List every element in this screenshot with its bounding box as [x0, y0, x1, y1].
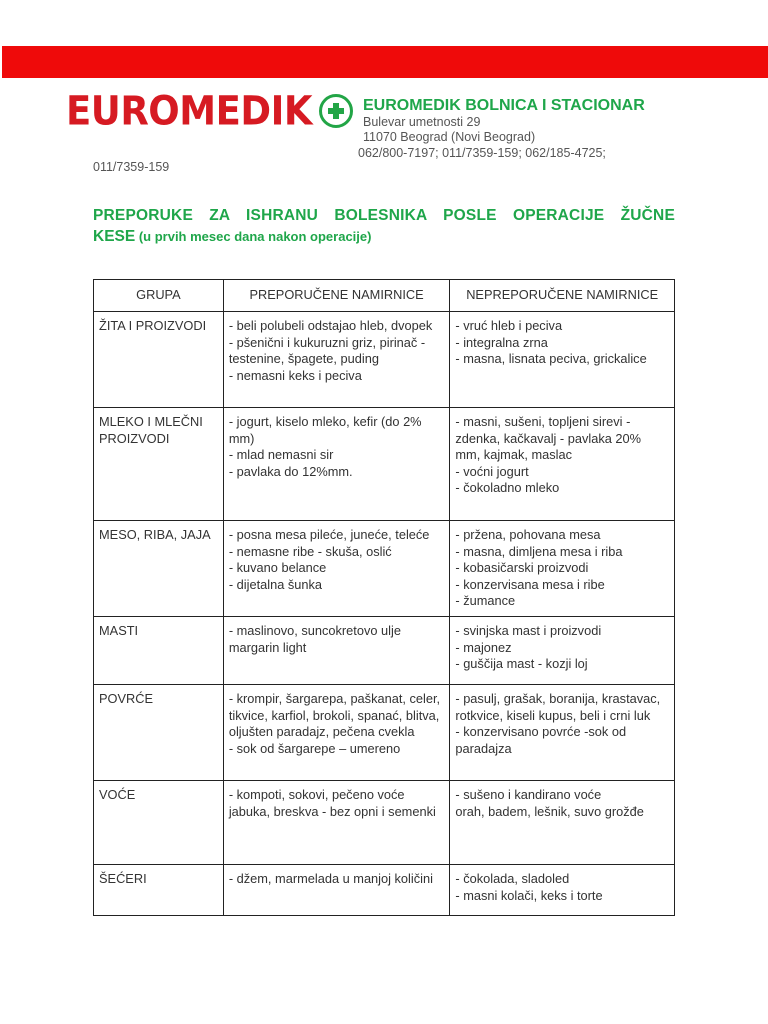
plus-icon [319, 94, 353, 128]
food-item: - konzervisana mesa i ribe [455, 576, 605, 592]
food-item: - džem, marmelada u manjoj količini [228, 871, 433, 886]
food-group-cell: VOĆE [94, 781, 224, 865]
food-item: - dijetalna šunka [228, 576, 323, 592]
table-row [94, 521, 675, 617]
food-group-cell: POVRĆE [94, 685, 224, 781]
table-row [94, 408, 675, 521]
table-body [94, 312, 675, 916]
food-item: - kobasičarski proizvodi [455, 560, 589, 575]
column-header-recommended: PREPORUČENE NAMIRNICE [223, 280, 450, 312]
food-item: - kuvano belance [228, 560, 327, 575]
food-item: - integralna zrna [455, 334, 548, 350]
food-item: - čokoladno mleko [455, 480, 560, 495]
address-city: 11070 Beograd (Novi Beograd) [363, 130, 536, 144]
logo-text: EUROMEDIK [66, 88, 313, 135]
table-row [94, 781, 675, 865]
table-row [94, 617, 675, 685]
food-item: - jogurt, kiselo mleko, kefir (do 2% mm) [228, 414, 422, 446]
food-item: - masna, dimljena mesa i riba [455, 543, 623, 559]
title-kese: KESE [93, 228, 136, 245]
food-item: - masna, lisnata peciva, grickalice [455, 351, 647, 366]
food-group-cell: ŠEĆERI [94, 865, 224, 916]
food-item: - čokolada, sladoled [455, 871, 570, 886]
food-item: - voćni jogurt [455, 463, 529, 479]
food-item: - nemasni keks i peciva [228, 367, 362, 383]
recommended-foods-cell [223, 781, 450, 865]
food-item: - masni kolači, keks i torte [455, 887, 603, 903]
org-name: EUROMEDIK BOLNICA I STACIONAR [363, 97, 645, 114]
food-group-cell: MLEKO I MLEČNI PROIZVODI [94, 408, 224, 521]
food-item: - posna mesa pileće, juneće, teleće [228, 527, 430, 542]
table-row [94, 312, 675, 408]
phone-numbers-continued: 011/7359-159 [93, 160, 170, 174]
recommended-foods-cell [223, 521, 450, 617]
recommended-foods-cell [223, 685, 450, 781]
not-recommended-foods-cell [450, 617, 675, 685]
food-item: - pšenični i kukuruzni griz, pirinač - testenine, špagete, puding [228, 334, 426, 366]
not-recommended-foods-cell [450, 781, 675, 865]
document-title-continued [93, 228, 371, 246]
food-item: - majonez [455, 639, 512, 655]
food-item: - žumance [455, 593, 516, 608]
food-group-cell: MESO, RIBA, JAJA [94, 521, 224, 617]
food-group-cell: MASTI [94, 617, 224, 685]
column-header-group: GRUPA [94, 280, 224, 312]
food-item: - guščija mast - kozji loj [455, 656, 588, 671]
table-row [94, 865, 675, 916]
column-header-not-recommended: NEPREPORUČENE NAMIRNICE [450, 280, 675, 312]
table-header-row [94, 280, 675, 312]
food-item: - kompoti, sokovi, pečeno voće jabuka, breskva - bez opni i semenki [228, 787, 436, 819]
address-street: Bulevar umetnosti 29 [363, 115, 481, 129]
diet-table [93, 279, 675, 916]
food-item: - masni, sušeni, topljeni sirevi - zdenka, kačkavalj - pavlaka 20% mm, kajmak, maslac [455, 414, 642, 462]
food-item: - krompir, šargarepa, paškanat, celer, tikvice, karfiol, brokoli, spanać, blitva, oljušten paradajz, pečena cvekla [228, 691, 441, 739]
not-recommended-foods-cell [450, 865, 675, 916]
not-recommended-foods-cell [450, 521, 675, 617]
food-item: - maslinovo, suncokretovo ulje margarin light [228, 623, 401, 655]
food-item: - mlad nemasni sir [228, 447, 334, 462]
food-item: - nemasne ribe - skuša, oslić [228, 543, 392, 559]
food-item: - beli polubeli odstajao hleb, dvopek [228, 318, 433, 333]
food-item: - konzervisano povrće -sok od paradajza [455, 724, 627, 756]
food-group-cell: ŽITA I PROIZVODI [94, 312, 224, 408]
phone-numbers: 062/800-7197; 011/7359-159; 062/185-4725; [358, 146, 606, 160]
title-subtitle: (u prvih mesec dana nakon operacije) [135, 229, 372, 244]
food-item: - pržena, pohovana mesa [455, 527, 601, 542]
food-item: - vruć hleb i peciva [455, 318, 563, 333]
food-item: - sušeno i kandirano voće [455, 787, 602, 802]
not-recommended-foods-cell [450, 312, 675, 408]
food-item: - svinjska mast i proizvodi [455, 623, 602, 638]
food-item: - sok od šargarepe – umereno [228, 740, 401, 756]
food-item: - pavlaka do 12%mm. [228, 463, 353, 479]
not-recommended-foods-cell [450, 685, 675, 781]
document-title: PREPORUKE ZA ISHRANU BOLESNIKA POSLE OPERACIJE ŽUČNE [93, 207, 675, 224]
food-item: orah, badem, lešnik, suvo grožđe [455, 803, 644, 819]
food-item: - pasulj, grašak, boranija, krastavac, rotkvice, kiseli kupus, beli i crni luk [455, 691, 661, 723]
recommended-foods-cell [223, 312, 450, 408]
table-row [94, 685, 675, 781]
not-recommended-foods-cell [450, 408, 675, 521]
header-red-band [2, 46, 768, 78]
recommended-foods-cell [223, 408, 450, 521]
recommended-foods-cell [223, 865, 450, 916]
recommended-foods-cell [223, 617, 450, 685]
